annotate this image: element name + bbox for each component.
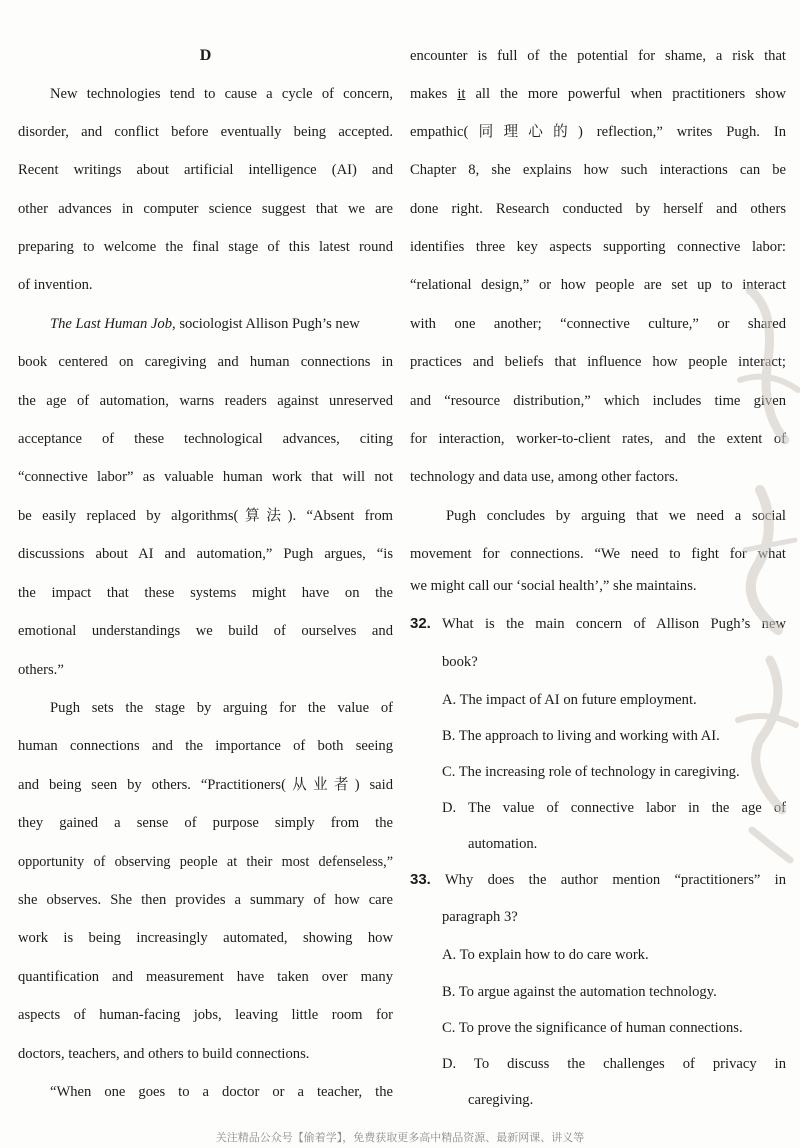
paragraph-3-line: quantification and measurement have taken over many xyxy=(18,969,393,985)
option-d[interactable]: automation. xyxy=(468,836,538,852)
paragraph-5-line: Pugh concludes by arguing that we need a social xyxy=(446,508,786,524)
paragraph-4-line: done right. Research conducted by herself and others xyxy=(410,201,786,217)
option-d[interactable]: D. The value of connective labor in the age of xyxy=(442,800,786,816)
paragraph-4-line: technology and data use, among other factors. xyxy=(410,469,679,485)
paragraph-4-line: encounter is full of the potential for shame, a risk that xyxy=(410,48,786,64)
underlined-it: it xyxy=(457,86,466,102)
paragraph-2-line: discussions about AI and automation,” Pugh argues, “is xyxy=(18,546,393,562)
paragraph-4-line: practices and beliefs that influence how people interact; xyxy=(410,354,786,370)
paragraph-1-line: New technologies tend to cause a cycle of concern, xyxy=(50,86,393,102)
question-33-stem: 33. Why does the author mention “practitioners” in xyxy=(410,871,786,888)
paragraph-4-line: and “resource distribution,” which includes time given xyxy=(410,393,786,409)
paragraph-1-line: Recent writings about artificial intelligence (AI) and xyxy=(18,162,393,178)
paragraph-3-line: work is being increasingly automated, showing how xyxy=(18,930,393,946)
option-b[interactable]: B. To argue against the automation technology. xyxy=(442,984,717,1000)
footer-watermark: 关注精品公众号【偷着学】，免费获取更多高中精品资源、最新网课、讲义等 xyxy=(215,1131,585,1144)
question-number: 33. xyxy=(410,871,431,888)
option-c[interactable]: C. To prove the significance of human connections. xyxy=(442,1020,743,1036)
paragraph-4-line: for interaction, worker-to-client rates, and the extent of xyxy=(410,431,786,447)
paragraph-3-line: they gained a sense of purpose simply from the xyxy=(18,815,393,831)
option-c[interactable]: C. The increasing role of technology in caregiving. xyxy=(442,764,740,780)
paragraph-3-line: Pugh sets the stage by arguing for the value of xyxy=(50,700,393,716)
paragraph-1-line: of invention. xyxy=(18,277,93,293)
paragraph-1-line: disorder, and conflict before eventually being accepted. xyxy=(18,124,393,140)
option-b[interactable]: B. The approach to living and working with AI. xyxy=(442,728,720,744)
option-a[interactable]: A. The impact of AI on future employment. xyxy=(442,692,697,708)
paragraph-2-line: the impact that these systems might have on the xyxy=(18,585,393,601)
paragraph-3-line: aspects of human-facing jobs, leaving little room for xyxy=(18,1007,393,1023)
paragraph-4-line: “When one goes to a doctor or a teacher, the xyxy=(50,1084,393,1100)
paragraph-4-line: makes it all the more powerful when practitioners show xyxy=(410,86,787,102)
paragraph-1-line: preparing to welcome the final stage of this latest round xyxy=(18,239,393,255)
option-d[interactable]: D. To discuss the challenges of privacy in xyxy=(442,1056,786,1072)
paragraph-2-line: others.” xyxy=(18,662,64,678)
question-32-stem: 32. What is the main concern of Allison Pugh’s new xyxy=(410,615,786,632)
paragraph-5-line: we might call our ‘social health’,” she maintains. xyxy=(410,578,697,594)
paragraph-3-line: and being seen by others. “Practitioners(从业者) said xyxy=(18,777,393,793)
paragraph-2-line: The Last Human Job, sociologist Allison Pugh’s new xyxy=(50,316,360,332)
option-d[interactable]: caregiving. xyxy=(468,1092,534,1108)
paragraph-2-line: “connective labor” as valuable human work that will not xyxy=(18,469,393,485)
paragraph-2-line: book centered on caregiving and human connections in xyxy=(18,354,393,370)
book-title: The Last Human Job xyxy=(50,316,173,332)
paragraph-4-line: Chapter 8, she explains how such interactions can be xyxy=(410,162,786,178)
option-a[interactable]: A. To explain how to do care work. xyxy=(442,947,649,963)
paragraph-3-line: human connections and the importance of both seeing xyxy=(18,738,393,754)
paragraph-4-line: “relational design,” or how people are set up to interact xyxy=(410,277,786,293)
paragraph-2-line: acceptance of these technological advances, citing xyxy=(18,431,393,447)
question-33-stem: paragraph 3? xyxy=(442,909,518,925)
paragraph-3-line: doctors, teachers, and others to build connections. xyxy=(18,1046,310,1062)
paragraph-4-line: identifies three key aspects supporting connective labor: xyxy=(410,239,786,255)
paragraph-4-line: with one another; “connective culture,” or shared xyxy=(410,316,786,332)
question-32-stem: book? xyxy=(442,654,478,670)
section-heading: D xyxy=(199,47,212,64)
paragraph-1-line: other advances in computer science suggest that we are xyxy=(18,201,393,217)
paragraph-2-line: be easily replaced by algorithms(算法). “Absent from xyxy=(18,508,393,524)
paragraph-5-line: movement for connections. “We need to fight for what xyxy=(410,546,786,562)
paragraph-3-line: opportunity of observing people at their most defenseless,” xyxy=(18,854,393,870)
question-number: 32. xyxy=(410,615,431,632)
paragraph-3-line: she observes. She then provides a summary of how care xyxy=(18,892,393,908)
paragraph-2-line: the age of automation, warns readers against unreserved xyxy=(18,393,393,409)
paragraph-2-line: emotional understandings we build of ourselves and xyxy=(18,623,393,639)
paragraph-4-line: empathic(同理心的) reflection,” writes Pugh. In xyxy=(410,124,786,140)
